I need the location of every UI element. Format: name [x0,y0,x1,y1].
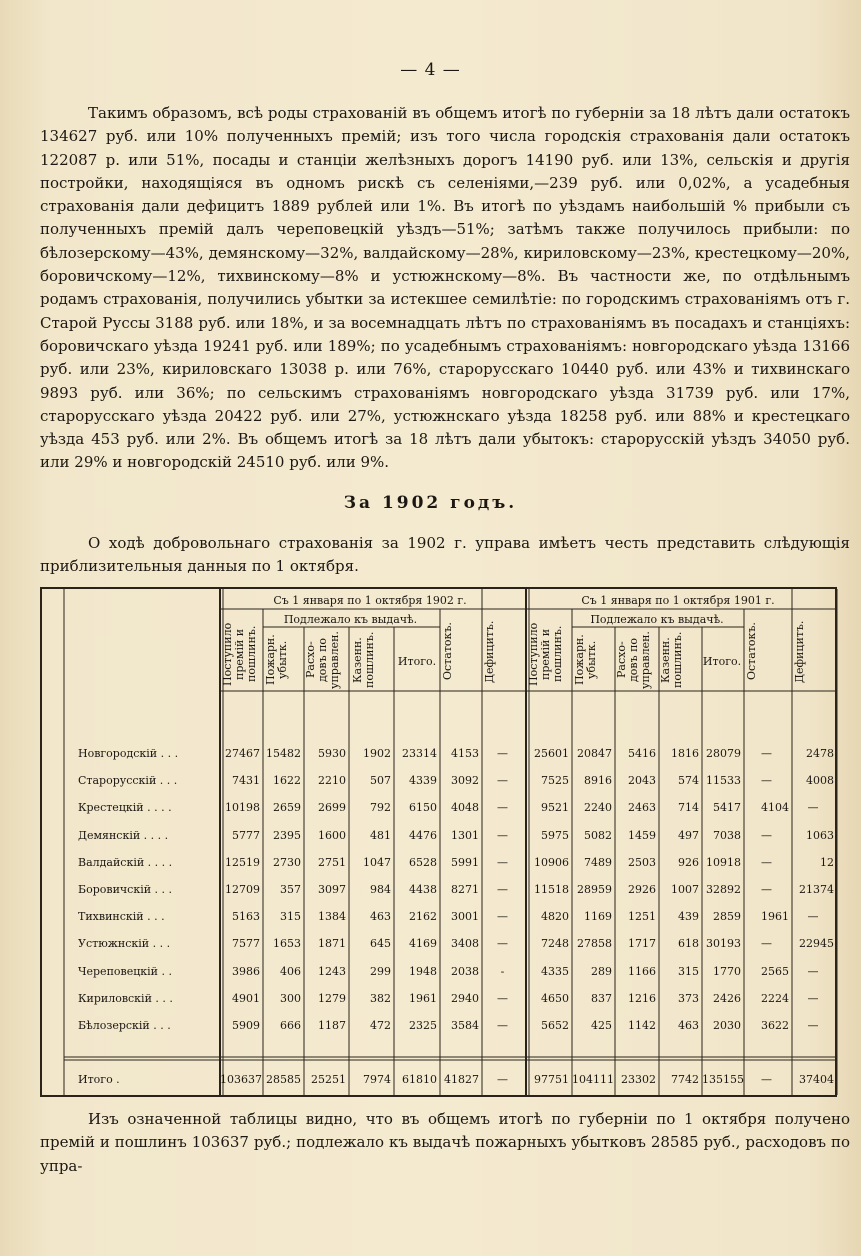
table-row-label: Валдайскій . . . . [78,855,173,869]
table-row-cell: 27858 [577,937,612,951]
intro-paragraph [40,102,850,475]
table-row-cell: 7577 [232,937,260,951]
intro-paragraph-text: Такимъ образомъ, всѣ роды страхованій въ общемъ итогѣ по губерніи за 18 лѣтъ дали остатокъ 134627 руб. или 10% полученныхъ премій; изъ того числа городскія страхованія дали остатокъ 122087 р. или 51%, посады и станціи желѣзныхъ дорогъ 14190 руб. или 13%, сельскія и другія постройки, находящіяся въ одномъ рискѣ съ селеніями,—239 руб. или 0,02%, а усадебныя страхованія дали дефицитъ 1889 рублей или 1%. Въ итогѣ по уѣздамъ наибольшій % прибыли съ полученныхъ премій далъ череповецкій уѣздъ—51%; затѣмъ также получилось прибыли: по бѣлозерскому—43%, демянскому—32%, валдайскому—28%, кириловскому—23%, крестецкому—20%, боровичскому—12%, тихвинскому—8% и устюжнскому—8%. Въ частности же, по отдѣльнымъ родамъ страхованія, получились убытки за истекшее семилѣтіе: по городскимъ страхованіямъ отъ г. Старой Руссы 3188 руб. или 18%, и за восемнадцать лѣтъ по страхованіямъ въ посадахъ и станціяхъ: боровичскаго уѣзда 19241 руб. или 189%; по усадебнымъ страхованіямъ: новгородскаго уѣзда 13166 руб. или 23%, кириловскаго 13038 р. или 76%, старорусскаго 10440 руб. или 43% и тихвинскаго 9893 руб. или 36%; по сельскимъ страхованіямъ новгородскаго уѣзда 31739 руб. или 17%, старорусскаго уѣзда 20422 руб. или 27%, устюжнскаго уѣзда 18258 руб. или 88% и крестецкаго уѣзда 453 руб. или 2%. Въ общемъ итогѣ за 18 лѣтъ дали убытокъ: старорусскій уѣздъ 34050 руб. или 29% и новгородскій 24510 руб. или 9%. [40,104,850,472]
table-row-cell: 4153 [451,747,479,760]
table-row-cell: 4335 [541,964,569,978]
table-row-label: Устюжнскій . . . [78,937,171,951]
period-1902-header: Съ 1 января по 1 октября 1902 г. [273,594,467,607]
table-row-cell: 2325 [409,1019,437,1032]
table-row-label: Боровичскій . . . [78,883,173,896]
table-row-cell: 2240 [584,801,612,815]
table-row-label: Череповецкій . . [78,964,173,978]
total-row-cell: 97751 [534,1073,569,1086]
table-row-cell: 10906 [534,855,569,869]
table-row-cell: 1007 [671,883,699,896]
total-row-cell: 41827 [444,1073,479,1086]
col-remainder-1902: Остатокъ. [441,622,454,681]
table-row-cell: 3408 [451,937,479,951]
table-row-label: Демянскій . . . . [78,828,169,842]
table-row-label: Крестецкій . . . . [78,801,172,815]
table-row-cell: 4438 [409,883,437,896]
table-row-cell: 481 [370,828,391,842]
table-row-cell: 1961 [409,991,437,1005]
table-row-label: Старорусскій . . . [78,774,178,788]
table-row-cell: 4008 [806,774,834,788]
table-row-cell: 2859 [713,910,741,924]
table-row-cell: 28959 [577,883,612,896]
total-row-cell: 104111 [572,1073,614,1086]
col-fire-1902: Пожарн. убытк. [264,634,289,686]
table-row-cell: 463 [370,910,391,924]
table-row-cell: 23314 [402,747,437,760]
table-row-cell: — [497,774,508,788]
table-row-cell: 2699 [318,801,346,815]
table-row-cell: - [500,964,505,978]
table-row-cell: — [807,1019,819,1032]
page-number: — 4 — [400,60,461,80]
table-row-cell: 20847 [577,747,612,760]
table-row-cell: 7248 [541,937,569,951]
table-row-cell: 373 [678,991,699,1005]
table-row-cell: 299 [370,964,391,978]
total-row-cell: 103637 [220,1073,262,1086]
table-row-cell: 1279 [318,991,346,1005]
table-row-cell: 2395 [273,828,301,842]
col-total-1901: Итого. [702,655,742,668]
table-row-cell: 4048 [451,801,479,815]
table-row-cell: 10198 [225,801,260,815]
table-row-cell: 666 [280,1019,301,1032]
table-row-cell: 30193 [706,937,741,951]
total-row-cell: 7974 [363,1073,391,1086]
table-row-cell: 1216 [628,991,656,1005]
table-row-cell: 1243 [318,964,346,978]
total-row-cell: 135155 [702,1073,744,1086]
table-row-cell: 12 [820,855,834,869]
table-row-cell: 1770 [713,964,741,978]
table-row-cell: 25601 [534,747,569,760]
table-row-cell: 792 [370,801,391,815]
table-row-cell: — [497,991,508,1005]
insurance-table [40,587,837,1097]
table-row-cell: 2224 [761,991,789,1005]
table-row-cell: 5417 [713,801,741,815]
table-row-cell: 28079 [706,747,741,760]
table-row-cell: 1653 [273,937,301,951]
period-1901-header: Съ 1 января по 1 октября 1901 г. [581,594,775,607]
table-row-cell: 12709 [225,883,260,896]
table-row-cell: 1600 [318,828,346,842]
table-row-cell: 3622 [761,1019,789,1032]
table-row-cell: — [807,801,819,815]
total-row-cell: — [761,1073,772,1086]
table-row-cell: 4476 [409,828,437,842]
table-row-cell: — [497,1019,508,1032]
table-row-cell: 5975 [541,828,569,842]
table-row-label: Бѣлозерскій . . . [78,1019,171,1032]
table-row-cell: — [761,883,772,896]
table-row-cell: 4901 [232,991,260,1005]
table-row-cell: — [761,828,772,842]
table-row-cell: 3986 [232,964,260,978]
col-deficit-1901: Дефицитъ. [793,620,806,683]
total-row-cell: 37404 [799,1073,834,1086]
table-row-cell: 2030 [713,1019,741,1032]
table-row-cell: 7489 [584,855,612,869]
table-row-cell: 9521 [541,801,569,815]
table-row-cell: 5082 [584,828,612,842]
table-row-cell: 315 [678,964,699,978]
table-row-cell: 2162 [409,910,437,924]
table-row-cell: 1961 [761,910,789,924]
table-row-cell: 2210 [318,774,346,788]
table-row-cell: 10918 [706,855,741,869]
table-row-cell: 4339 [409,774,437,788]
table-row-cell: 425 [591,1019,612,1032]
total-row-cell: 61810 [402,1073,437,1086]
table-row-cell: 5930 [318,747,346,760]
table-row-cell: 645 [370,937,391,951]
table-row-cell: — [761,774,772,788]
table-row-cell: 926 [678,855,699,869]
table-row-cell: 1871 [318,937,346,951]
total-row-cell: 25251 [311,1073,346,1086]
table-row-cell: — [497,883,508,896]
table-row-cell: 2926 [628,883,656,896]
col-received-1902: Поступило премій и пошлинъ. [221,622,258,686]
table-row-cell: 507 [370,774,391,788]
closing-paragraph [40,1108,850,1178]
table-row-cell: — [761,747,772,760]
col-received-1901: Поступило премій и пошлинъ. [527,622,564,686]
table-row-cell: 2426 [713,991,741,1005]
table-row-cell: 5991 [451,855,479,869]
col-total-1902: Итого. [397,655,437,668]
table-row-cell: 2940 [451,991,479,1005]
table-row-cell: 8916 [584,774,612,788]
table-row-cell: 7431 [232,774,260,788]
table-row-cell: 1063 [806,828,834,842]
table-row-cell: 1816 [671,747,699,760]
table-row-cell: 7038 [713,828,741,842]
table-row-cell: 32892 [706,883,741,896]
total-row-label: Итого . [78,1073,120,1086]
total-row-cell: 23302 [621,1073,656,1086]
table-row-cell: 3584 [451,1019,479,1032]
table-row-cell: 1187 [318,1019,346,1032]
table-row-cell: 4650 [541,991,569,1005]
table-row-cell: 1166 [628,964,656,978]
table-row-cell: 300 [280,991,301,1005]
table-row-cell: 1169 [584,910,612,924]
table-row-cell: 5163 [232,910,260,924]
table-row-cell: 1047 [363,855,391,869]
table-row-cell: 22945 [799,937,834,951]
table-row-cell: 382 [370,991,391,1005]
table-row-cell: — [807,964,819,978]
table-row-cell: — [497,937,508,951]
total-row-cell: 7742 [671,1073,699,1086]
table-row-label: Кириловскій . . . [78,991,173,1005]
table-row-cell: 3097 [318,883,346,896]
table-row-cell: 463 [678,1019,699,1032]
table-row-cell: 497 [678,828,699,842]
table-row-cell: — [761,855,772,869]
col-admin-1901: Расхо- довъ по управлен. [615,631,652,689]
table-row-cell: 2503 [628,855,656,869]
table-row-cell: 1902 [363,747,391,760]
table-row-cell: 289 [591,964,612,978]
table-row-cell: 2565 [761,964,789,978]
table-row-cell: 2463 [628,801,656,815]
table-row-cell: 574 [678,774,699,788]
table-row-cell: 2478 [806,747,834,760]
table-row-cell: — [497,855,508,869]
table-row-cell: — [497,801,508,815]
table-row-cell: 472 [370,1019,391,1032]
table-row-cell: 4820 [541,910,569,924]
table-row-cell: 714 [678,801,699,815]
table-row-cell: 357 [280,883,301,896]
table-row-cell: 6528 [409,855,437,869]
table-row-cell: 2659 [273,801,301,815]
pre-table-paragraph-text: О ходѣ добровольнаго страхованія за 1902 г. управа имѣетъ честь представить слѣдующія приблизительныя данныя по 1 октября. [40,534,850,576]
section-heading: За 1902 годъ. [343,493,518,513]
table-row-cell: 1251 [628,910,656,924]
table-row-cell: 618 [678,937,699,951]
table-row-cell: 27467 [225,747,260,760]
col-treasury-1901: Казенн. пошлинъ. [659,631,684,689]
table-row-cell: 1459 [628,828,656,842]
pre-table-paragraph [40,532,850,579]
table-row-cell: 439 [678,910,699,924]
col-deficit-1902: Дефицитъ. [483,620,496,683]
table-row-cell: — [807,991,819,1005]
col-treasury-1902: Казенн. пошлинъ. [351,631,376,689]
table-row-cell: 1948 [409,964,437,978]
table-row-cell: 984 [370,883,391,896]
table-row-cell: 1384 [318,910,346,924]
table-row-cell: — [807,910,819,924]
col-remainder-1901: Остатокъ. [745,622,758,681]
table-row-cell: 2043 [628,774,656,788]
table-row-cell: — [497,747,508,760]
table-row-cell: 21374 [799,883,834,896]
table-row-cell: 2038 [451,964,479,978]
table-row-cell: 5416 [628,747,656,760]
table-row-cell: 1301 [451,828,479,842]
table-row-label: Новгородскій . . . [78,747,179,760]
col-admin-1902: Расхо- довъ по управлен. [304,631,341,689]
table-row-cell: 8271 [451,883,479,896]
table-row-cell: 2751 [318,855,346,869]
payout-header-1901: Подлежало къ выдачѣ. [590,613,724,626]
table-row-cell: 1142 [628,1019,656,1032]
table-row-cell: — [761,937,772,951]
table-row-label: Тихвинскій . . . [78,910,165,924]
table-row-cell: 1622 [273,774,301,788]
table-row-cell: 6150 [409,801,437,815]
table-row-cell: — [497,828,508,842]
table-row-cell: 15482 [266,747,301,760]
table-row-cell: 4104 [761,801,789,815]
payout-header-1902: Подлежало къ выдачѣ. [283,613,418,626]
closing-paragraph-text: Изъ означенной таблицы видно, что въ общемъ итогѣ по губерніи по 1 октября получено премій и пошлинъ 103637 руб.; подлежало къ выдачѣ пожарныхъ убытковъ 28585 руб., расходовъ по упра- [40,1110,850,1175]
table-row-cell: 315 [280,910,301,924]
table-row-cell: 11533 [706,774,741,788]
table-row-cell: 3092 [451,774,479,788]
table-row-cell: 11518 [534,883,569,896]
col-fire-1901: Пожарн. убытк. [573,634,598,686]
table-row-cell: 12519 [225,855,260,869]
table-row-cell: 4169 [409,937,437,951]
table-row-cell: 7525 [541,774,569,788]
table-row-cell: 2730 [273,855,301,869]
total-row-cell: 28585 [266,1073,301,1086]
table-row-cell: 5909 [232,1019,260,1032]
table-row-cell: 3001 [451,910,479,924]
table-row-cell: 5652 [541,1019,569,1032]
total-row-cell: — [497,1073,508,1086]
table-row-cell: 837 [591,991,612,1005]
table-row-cell: — [497,910,508,924]
table-row-cell: 406 [280,964,301,978]
table-row-cell: 5777 [232,828,260,842]
table-row-cell: 1717 [628,937,656,951]
